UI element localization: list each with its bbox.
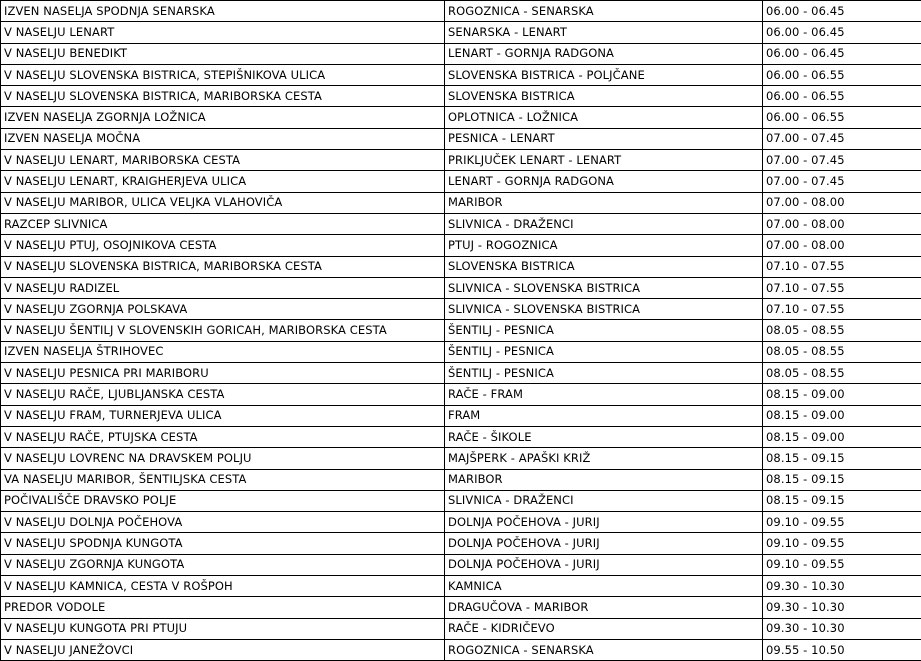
table-row [1, 448, 921, 469]
location-cell: V NASELJU PTUJ, OSOJNIKOVA CESTA [1, 235, 445, 256]
table-row [1, 512, 921, 533]
road-section-cell: PTUJ - ROGOZNICA [445, 235, 763, 256]
location-cell: V NASELJU BENEDIKT [1, 43, 445, 64]
location-cell: IZVEN NASELJA ZGORNJA LOŽNICA [1, 107, 445, 128]
location-cell: V NASELJU KUNGOTA PRI PTUJU [1, 618, 445, 639]
road-section-cell: ŠENTILJ - PESNICA [445, 363, 763, 384]
time-window-cell: 07.00 - 07.45 [763, 171, 921, 192]
time-window-cell: 09.10 - 09.55 [763, 512, 921, 533]
table-row [1, 256, 921, 277]
table-row [1, 150, 921, 171]
time-window-cell: 07.00 - 08.00 [763, 235, 921, 256]
time-window-cell: 07.00 - 08.00 [763, 192, 921, 213]
road-section-cell: MARIBOR [445, 192, 763, 213]
table-row [1, 192, 921, 213]
time-window-cell: 08.15 - 09.00 [763, 405, 921, 426]
time-window-cell: 06.00 - 06.45 [763, 1, 921, 22]
location-cell: V NASELJU LENART [1, 22, 445, 43]
road-section-cell: ROGOZNICA - SENARSKA [445, 1, 763, 22]
time-window-cell: 09.30 - 10.30 [763, 576, 921, 597]
table-row [1, 554, 921, 575]
time-window-cell: 09.30 - 10.30 [763, 618, 921, 639]
time-window-cell: 06.00 - 06.45 [763, 43, 921, 64]
time-window-cell: 07.00 - 08.00 [763, 213, 921, 234]
time-window-cell: 08.05 - 08.55 [763, 320, 921, 341]
time-window-cell: 09.30 - 10.30 [763, 597, 921, 618]
location-cell: IZVEN NASELJA ŠTRIHOVEC [1, 341, 445, 362]
road-section-cell: PRIKLJUČEK LENART - LENART [445, 150, 763, 171]
location-cell: POČIVALIŠČE DRAVSKO POLJE [1, 490, 445, 511]
table-row [1, 469, 921, 490]
table-row [1, 405, 921, 426]
time-window-cell: 08.15 - 09.15 [763, 448, 921, 469]
location-cell: V NASELJU DOLNJA POČEHOVA [1, 512, 445, 533]
location-cell: V NASELJU SLOVENSKA BISTRICA, MARIBORSKA CESTA [1, 86, 445, 107]
time-window-cell: 07.00 - 07.45 [763, 128, 921, 149]
location-cell: V NASELJU SLOVENSKA BISTRICA, MARIBORSKA CESTA [1, 256, 445, 277]
road-section-cell: DOLNJA POČEHOVA - JURIJ [445, 512, 763, 533]
table-row [1, 320, 921, 341]
road-section-cell: ŠENTILJ - PESNICA [445, 320, 763, 341]
road-section-cell: SLIVNICA - SLOVENSKA BISTRICA [445, 299, 763, 320]
time-window-cell: 07.10 - 07.55 [763, 256, 921, 277]
road-section-cell: SLOVENSKA BISTRICA [445, 86, 763, 107]
time-window-cell: 08.05 - 08.55 [763, 341, 921, 362]
road-section-cell: SENARSKA - LENART [445, 22, 763, 43]
time-window-cell: 07.00 - 07.45 [763, 150, 921, 171]
road-section-cell: DRAGUČOVA - MARIBOR [445, 597, 763, 618]
location-cell: V NASELJU LENART, MARIBORSKA CESTA [1, 150, 445, 171]
road-section-cell: SLIVNICA - DRAŽENCI [445, 490, 763, 511]
table-row [1, 213, 921, 234]
location-cell: V NASELJU RAČE, LJUBLJANSKA CESTA [1, 384, 445, 405]
table-row [1, 22, 921, 43]
road-section-cell: RAČE - FRAM [445, 384, 763, 405]
location-cell: V NASELJU SPODNJA KUNGOTA [1, 533, 445, 554]
table-row [1, 363, 921, 384]
table-row [1, 1, 921, 22]
road-section-cell: LENART - GORNJA RADGONA [445, 43, 763, 64]
time-window-cell: 06.00 - 06.55 [763, 86, 921, 107]
road-section-cell: DOLNJA POČEHOVA - JURIJ [445, 554, 763, 575]
location-cell: V NASELJU JANEŽOVCI [1, 639, 445, 660]
road-section-cell: SLIVNICA - SLOVENSKA BISTRICA [445, 277, 763, 298]
road-section-cell: PESNICA - LENART [445, 128, 763, 149]
table-row [1, 86, 921, 107]
time-window-cell: 08.15 - 09.00 [763, 384, 921, 405]
time-window-cell: 06.00 - 06.55 [763, 64, 921, 85]
time-window-cell: 09.10 - 09.55 [763, 533, 921, 554]
table-row [1, 533, 921, 554]
schedule-table-body [1, 1, 921, 661]
location-cell: V NASELJU LOVRENC NA DRAVSKEM POLJU [1, 448, 445, 469]
table-row [1, 576, 921, 597]
table-row [1, 128, 921, 149]
road-section-cell: OPLOTNICA - LOŽNICA [445, 107, 763, 128]
location-cell: V NASELJU RAČE, PTUJSKA CESTA [1, 426, 445, 447]
location-cell: V NASELJU MARIBOR, ULICA VELJKA VLAHOVIČA [1, 192, 445, 213]
location-cell: V NASELJU ŠENTILJ V SLOVENSKIH GORICAH, MARIBORSKA CESTA [1, 320, 445, 341]
time-window-cell: 07.10 - 07.55 [763, 299, 921, 320]
location-cell: IZVEN NASELJA SPODNJA SENARSKA [1, 1, 445, 22]
time-window-cell: 07.10 - 07.55 [763, 277, 921, 298]
road-section-cell: ROGOZNICA - SENARSKA [445, 639, 763, 660]
location-cell: PREDOR VODOLE [1, 597, 445, 618]
table-row [1, 299, 921, 320]
table-row [1, 171, 921, 192]
table-row [1, 277, 921, 298]
location-cell: V NASELJU LENART, KRAIGHERJEVA ULICA [1, 171, 445, 192]
time-window-cell: 06.00 - 06.55 [763, 107, 921, 128]
table-row [1, 43, 921, 64]
table-row [1, 618, 921, 639]
road-section-cell: SLOVENSKA BISTRICA [445, 256, 763, 277]
location-cell: V NASELJU SLOVENSKA BISTRICA, STEPIŠNIKOVA ULICA [1, 64, 445, 85]
table-row [1, 597, 921, 618]
time-window-cell: 09.55 - 10.50 [763, 639, 921, 660]
location-cell: V NASELJU ZGORNJA KUNGOTA [1, 554, 445, 575]
road-section-cell: DOLNJA POČEHOVA - JURIJ [445, 533, 763, 554]
road-section-cell: LENART - GORNJA RADGONA [445, 171, 763, 192]
table-row [1, 64, 921, 85]
road-section-cell: SLIVNICA - DRAŽENCI [445, 213, 763, 234]
table-row [1, 341, 921, 362]
time-window-cell: 06.00 - 06.45 [763, 22, 921, 43]
location-cell: VA NASELJU MARIBOR, ŠENTILJSKA CESTA [1, 469, 445, 490]
time-window-cell: 08.15 - 09.15 [763, 490, 921, 511]
road-section-cell: MARIBOR [445, 469, 763, 490]
time-window-cell: 08.15 - 09.15 [763, 469, 921, 490]
location-cell: RAZCEP SLIVNICA [1, 213, 445, 234]
location-cell: V NASELJU ZGORNJA POLSKAVA [1, 299, 445, 320]
location-cell: V NASELJU PESNICA PRI MARIBORU [1, 363, 445, 384]
table-row [1, 426, 921, 447]
time-window-cell: 08.05 - 08.55 [763, 363, 921, 384]
table-row [1, 490, 921, 511]
location-cell: V NASELJU KAMNICA, CESTA V ROŠPOH [1, 576, 445, 597]
road-section-cell: KAMNICA [445, 576, 763, 597]
table-row [1, 235, 921, 256]
road-section-cell: MAJŠPERK - APAŠKI KRIŽ [445, 448, 763, 469]
time-window-cell: 08.15 - 09.00 [763, 426, 921, 447]
time-window-cell: 09.10 - 09.55 [763, 554, 921, 575]
road-section-cell: RAČE - ŠIKOLE [445, 426, 763, 447]
road-section-cell: ŠENTILJ - PESNICA [445, 341, 763, 362]
table-row [1, 107, 921, 128]
road-section-cell: RAČE - KIDRIČEVO [445, 618, 763, 639]
location-cell: V NASELJU FRAM, TURNERJEVA ULICA [1, 405, 445, 426]
location-cell: IZVEN NASELJA MOČNA [1, 128, 445, 149]
table-row [1, 384, 921, 405]
location-cell: V NASELJU RADIZEL [1, 277, 445, 298]
table-row [1, 639, 921, 660]
road-section-cell: FRAM [445, 405, 763, 426]
road-section-cell: SLOVENSKA BISTRICA - POLJČANE [445, 64, 763, 85]
